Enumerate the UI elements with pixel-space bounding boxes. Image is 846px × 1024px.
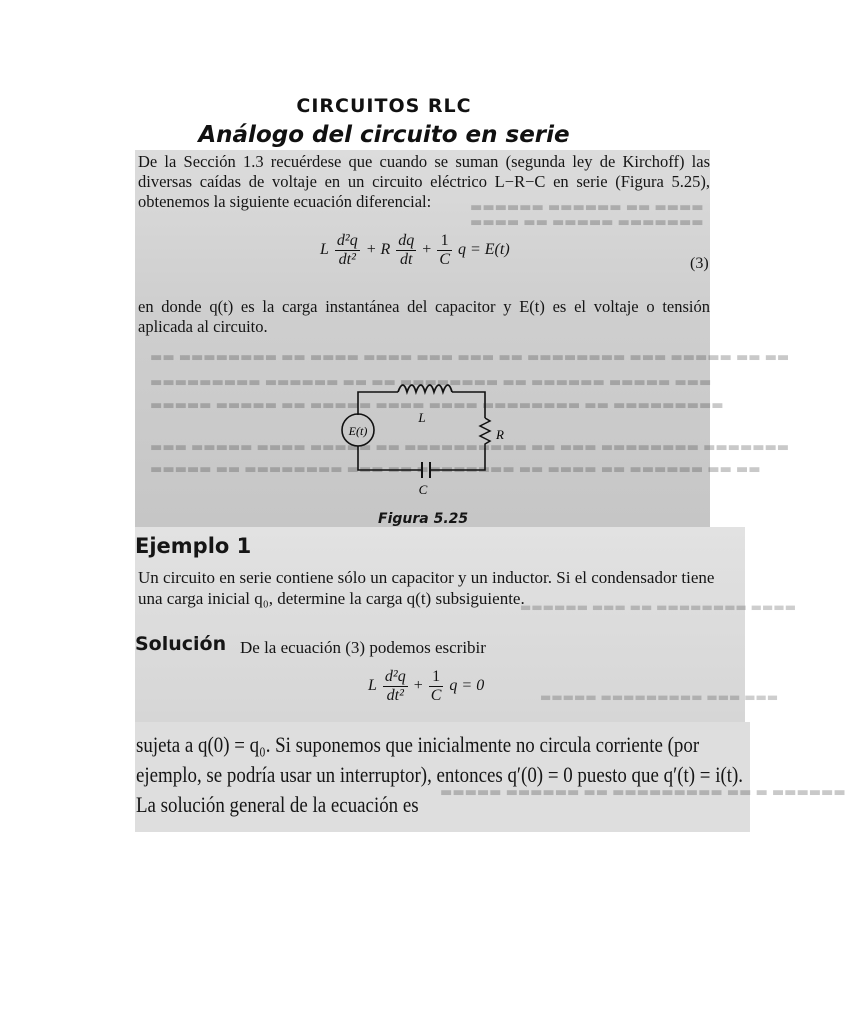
eq-denominator: dt² — [386, 687, 404, 704]
rlc-circuit-diagram — [330, 370, 520, 505]
eq-denominator: dt — [400, 251, 413, 268]
bleed-through-text: ▬▬▬▬▬▬ ▬ ▬▬ ▬▬▬▬▬▬▬▬▬ ▬▬ ▬▬▬▬▬▬ ▬▬▬▬▬ — [440, 785, 846, 800]
example-heading: Ejemplo 1 — [135, 534, 252, 558]
solution-heading: Solución — [135, 633, 227, 655]
eq-fraction-second-derivative — [383, 668, 408, 705]
eq-plus: + — [413, 677, 423, 695]
eq-rhs: q = 0 — [449, 677, 485, 695]
eq-fraction-inverse-c — [437, 232, 452, 269]
bleed-through-text: ▬▬▬▬▬ ▬▬▬▬▬▬▬▬▬ ▬▬▬ ▬▬▬ — [540, 690, 779, 704]
bleed-through-text: ▬▬ ▬▬ ▬▬▬▬▬▬ ▬▬ ▬▬▬▬ ▬▬ ▬▬▬▬▬▬▬▬ ▬▬ ▬▬▬ ▬▬▬▬▬▬▬▬ ▬▬ ▬▬▬▬▬ — [150, 462, 761, 477]
eq-symbol-L: L — [368, 677, 377, 695]
lc-equation — [368, 668, 484, 705]
eq-plus: + — [422, 241, 432, 259]
inductor-coil — [398, 385, 452, 392]
eq-numerator: d²q — [336, 232, 358, 249]
eq-rhs: q = E(t) — [457, 241, 510, 259]
eq-denominator: C — [430, 687, 442, 704]
eq-fraction-second-derivative — [335, 232, 360, 269]
example-text: Un circuito en serie contiene sólo un capacitor y un inductor. Si el condensador tiene una carga inicial q₀, determine la carga q(t) subsiguiente. — [138, 568, 715, 608]
eq-denominator: C — [439, 251, 450, 268]
eq-numerator: 1 — [437, 232, 452, 251]
figure-caption: Figura 5.25 — [378, 511, 469, 527]
source-label: E(t) — [348, 424, 368, 438]
solution-paragraph: sujeta a q(0) = q₀. Si suponemos que inicialmente no circula corriente (por ejemplo, se podría usar un interruptor), entonces q′(0) = 0 puesto que q′(t) = i(t). La solución general de la ecuación es — [136, 732, 744, 817]
wire-bottom-left — [358, 446, 422, 470]
capacitor-label: C — [418, 482, 428, 497]
bleed-through-text: ▬▬ ▬▬ ▬▬▬▬▬ ▬▬▬ ▬▬▬▬▬▬▬▬ ▬▬ ▬▬▬ ▬▬▬ ▬▬▬▬ ▬▬▬▬ ▬▬ ▬▬▬▬▬▬▬▬ ▬▬ — [150, 350, 790, 365]
bleed-through-text: ▬▬▬▬ ▬▬ ▬▬▬▬▬▬ ▬▬▬▬▬▬ — [470, 200, 704, 215]
bleed-through-text: ▬▬▬▬▬▬▬ ▬▬▬▬▬▬▬▬ ▬▬▬ ▬▬ ▬▬▬▬▬▬▬▬▬▬ ▬▬ ▬▬▬▬▬ ▬▬▬▬ ▬▬▬▬▬ ▬▬▬ — [150, 440, 790, 455]
inductor-label: L — [418, 410, 426, 425]
differential-equation-3 — [320, 232, 510, 269]
solution-intro: De la ecuación (3) podemos escribir — [240, 638, 486, 657]
page-title: CIRCUITOS RLC — [296, 95, 472, 117]
intro-paragraph: De la Sección 1.3 recuérdese que cuando se suman (segunda ley de Kirchoff) las diversas caídas de voltaje en un circuito eléctrico L−R−C en serie (Figura 5.25), obtenemos la siguiente ecuación diferencial: — [138, 152, 710, 211]
eq-numerator: dq — [398, 232, 415, 249]
eq-term-R: + R — [365, 241, 391, 259]
section-subtitle: Análogo del circuito en serie — [198, 122, 570, 148]
wire-top-right — [452, 392, 485, 418]
bleed-through-text: ▬▬▬▬▬▬▬ ▬▬▬▬▬ ▬▬ ▬▬▬▬ — [470, 215, 704, 230]
definition-paragraph: en donde q(t) es la carga instantánea del capacitor y E(t) es el voltaje o tensión aplicada al circuito. — [138, 297, 710, 336]
eq-fraction-first-derivative — [396, 232, 416, 269]
eq-numerator: d²q — [384, 668, 406, 685]
resistor-zigzag — [480, 418, 490, 448]
bleed-through-text: ▬▬▬▬▬▬ ▬▬▬ ▬▬ ▬▬▬▬▬▬▬▬ ▬▬▬▬ — [520, 600, 797, 614]
eq-symbol-L: L — [320, 241, 329, 259]
bleed-through-text: ▬▬▬ ▬▬▬▬▬ ▬▬▬▬▬▬ ▬▬ ▬▬▬▬▬▬▬▬ ▬▬ ▬▬ ▬▬▬▬▬▬ ▬▬▬▬▬▬▬▬▬ — [150, 375, 712, 390]
eq-numerator: 1 — [429, 668, 444, 687]
eq-denominator: dt² — [338, 251, 356, 268]
wire-top-left — [358, 392, 398, 415]
bleed-through-text: ▬▬▬▬▬▬▬▬▬ ▬▬ ▬▬▬▬▬▬▬▬ ▬▬▬▬ ▬▬▬▬ ▬▬▬▬▬ ▬▬ ▬▬▬▬▬ ▬▬▬▬▬ — [150, 398, 724, 413]
eq-fraction-inverse-c — [429, 668, 444, 705]
resistor-label: R — [496, 427, 504, 442]
wire-bottom-right — [430, 448, 485, 470]
equation-number: (3) — [690, 255, 709, 272]
